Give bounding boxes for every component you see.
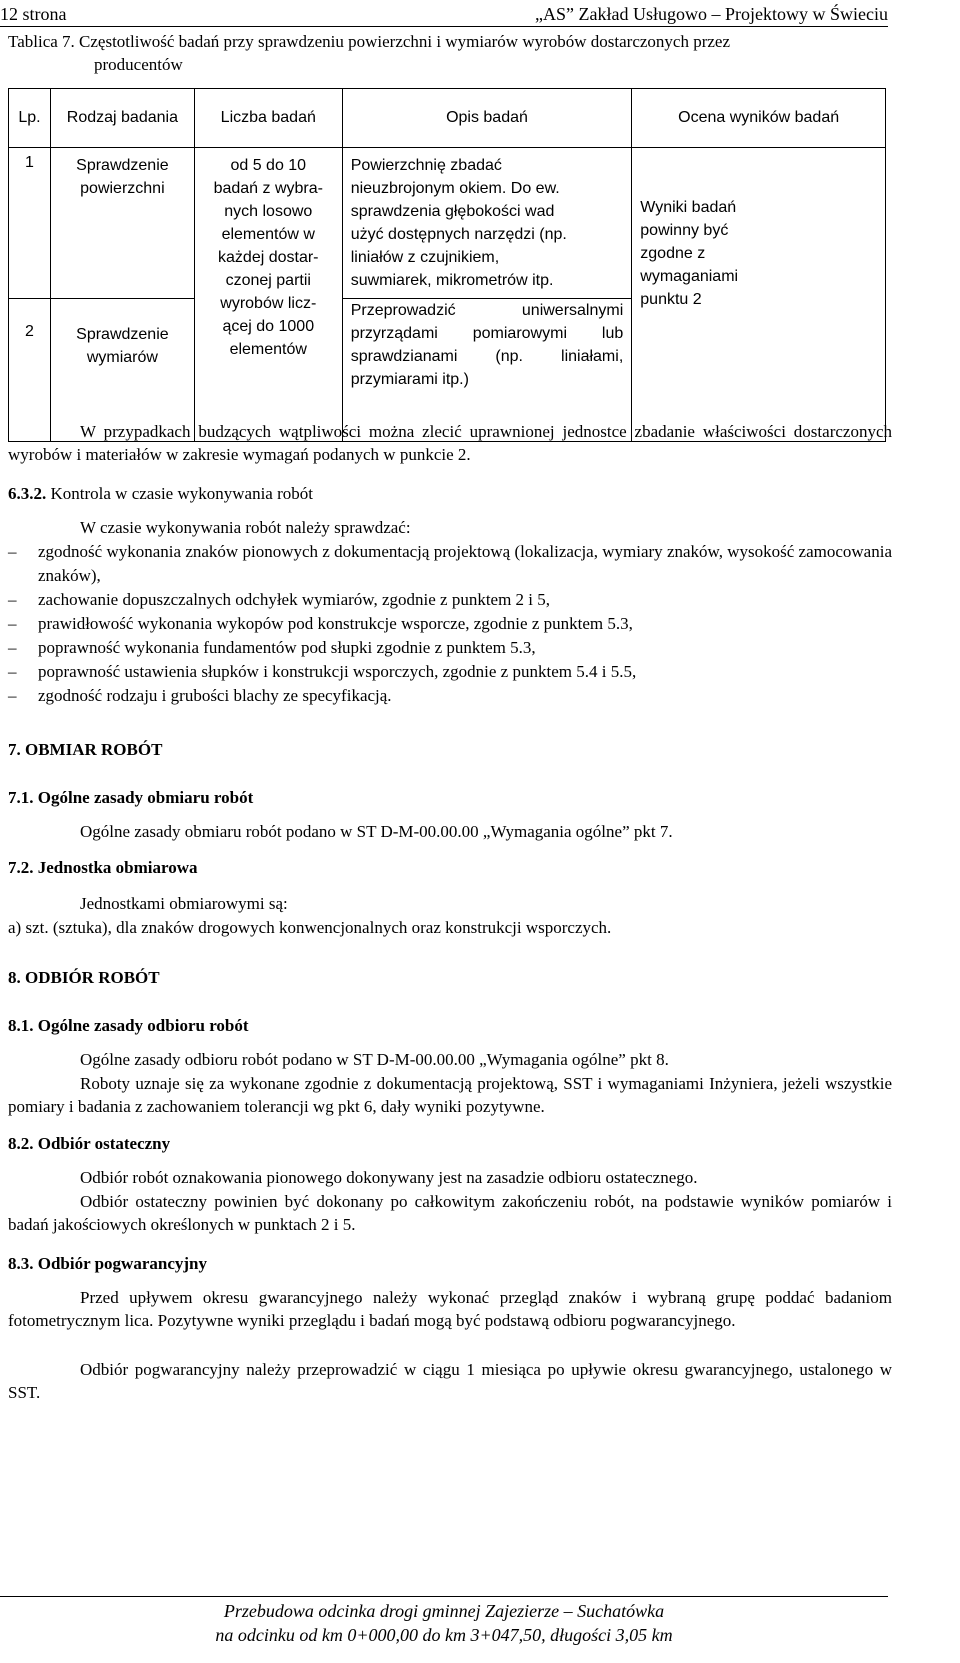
list-item xyxy=(8,636,892,660)
section-6-3-2-heading xyxy=(8,482,892,505)
th-opis: Opis badań xyxy=(342,89,632,148)
section-8-2-text2: Odbiór ostateczny powinien być dokonany po całkowitym zakończeniu robót, na podstawie wyników pomiarów i badań jakościowych określonych w punktach 2 i 5. xyxy=(8,1192,892,1234)
table-caption-line1: Tablica 7. Częstotliwość badań przy sprawdzeniu powierzchni i wymiarów wyrobów dostarczonych przez xyxy=(8,32,731,51)
paragraph-doubts: W przypadkach budzących wątpliwości można zlecić uprawnionej jednostce zbadanie właściwości dostarczonych wyrobów i materiałów w zakresie wymagań podanych w punkcie 2. xyxy=(8,422,892,464)
ocena-line: zgodne z xyxy=(640,245,706,262)
liczba-line: elementów w xyxy=(221,226,315,243)
ocena-line: wymaganiami xyxy=(640,268,739,285)
section-7-2-item-a: a) szt. (sztuka), dla znaków drogowych konwencjonalnych oraz konstrukcji wsporczych. xyxy=(8,918,612,937)
section-8-3-text: Przed upływem okresu gwarancyjnego należy wykonać przegląd znaków i wybraną grupę poddać badaniom fotometrycznym lica. Pozytywne wyniki przeglądu i badań mogą być podstawą odbioru pogwarancyjnego. xyxy=(8,1288,892,1330)
row1-lp: 1 xyxy=(9,148,51,299)
section-7-1-text: Ogólne zasady obmiaru robót podano w ST D-M-00.00.00 „Wymagania ogólne” pkt 7. xyxy=(80,822,673,841)
section-8-1-text2: Roboty uznaje się za wykonane zgodnie z dokumentacją projektową, SST i wymaganiami Inżyniera, jeżeli wszystkie pomiary i badania z zachowaniem tolerancji wg pkt 6, dały wyniki pozytywne. xyxy=(8,1074,892,1116)
table-row xyxy=(9,148,886,299)
dash-bullet: – xyxy=(8,638,17,657)
section-7-heading: 7. OBMIAR ROBÓT xyxy=(8,740,163,759)
ocena-line: Wyniki badań xyxy=(640,199,737,216)
section-8-2-text: Odbiór robót oznakowania pionowego dokonywany jest na zasadzie odbioru ostatecznego. xyxy=(80,1168,698,1187)
section-title: Kontrola w czasie wykonywania robót xyxy=(50,484,313,503)
section-8-3-heading: 8.3. Odbiór pogwarancyjny xyxy=(8,1254,207,1273)
list-item-text: zgodność rodzaju i grubości blachy ze specyfikacją. xyxy=(38,686,392,705)
row2-lp: 2 xyxy=(9,299,51,442)
ocena-line: punktu 2 xyxy=(640,291,702,308)
row1-rodzaj: Sprawdzenie powierzchni xyxy=(50,148,194,299)
list-item-text: zachowanie dopuszczalnych odchyłek wymiarów, zgodnie z punktem 2 i 5, xyxy=(38,590,551,609)
dash-bullet: – xyxy=(8,590,17,609)
section-number: 6.3.2. xyxy=(8,484,47,503)
liczba-line: czonej partii xyxy=(225,272,311,289)
table-caption-line2: producentów xyxy=(94,55,183,74)
opis-line: suwmiarek, mikrometrów itp. xyxy=(350,272,554,289)
dash-bullet: – xyxy=(8,614,17,633)
list-item xyxy=(8,660,892,684)
section-8-2-heading: 8.2. Odbiór ostateczny xyxy=(8,1134,171,1153)
liczba-line: badań z wybra- xyxy=(213,180,323,197)
footer-line2: na odcinku od km 0+000,00 do km 3+047,50, długości 3,05 km xyxy=(215,1625,673,1645)
list-item-text: prawidłowość wykonania wykopów pod konstrukcje wsporcze, zgodnie z punktem 5.3, xyxy=(38,614,633,633)
row2-rodzaj: Sprawdzenie wymiarów xyxy=(50,299,194,442)
liczba-line: wyrobów licz- xyxy=(220,295,317,312)
list-item-text: poprawność ustawienia słupków i konstrukcji wsporczych, zgodnie z punktem 5.4 i 5.5, xyxy=(38,662,637,681)
section-8-1-text: Ogólne zasady odbioru robót podano w ST D-M-00.00.00 „Wymagania ogólne” pkt 8. xyxy=(80,1050,669,1069)
list-item xyxy=(8,684,892,708)
list-item xyxy=(8,612,892,636)
section-8-1-heading: 8.1. Ogólne zasady odbioru robót xyxy=(8,1016,249,1035)
dash-bullet: – xyxy=(8,542,17,561)
checks-intro: W czasie wykonywania robót należy sprawdzać: xyxy=(80,518,411,537)
list-item-text: poprawność wykonania fundamentów pod słupki zgodnie z punktem 5.3, xyxy=(38,638,536,657)
footer-line1: Przebudowa odcinka drogi gminnej Zajezierze – Suchatówka xyxy=(223,1601,665,1621)
section-7-2-text: Jednostkami obmiarowymi są: xyxy=(80,894,288,913)
tests-table xyxy=(8,88,886,414)
liczba-line: od 5 do 10 xyxy=(230,157,307,174)
dash-bullet: – xyxy=(8,662,17,681)
th-rodzaj: Rodzaj badania xyxy=(50,89,194,148)
th-lp: Lp. xyxy=(9,89,51,148)
checks-list xyxy=(8,540,892,708)
dash-bullet: – xyxy=(8,686,17,705)
th-liczba: Liczba badań xyxy=(194,89,342,148)
company-name: „AS” Zakład Usługowo – Projektowy w Świeciu xyxy=(535,4,888,24)
table-caption xyxy=(8,30,868,76)
opis-line: użyć dostępnych narzędzi (np. xyxy=(350,226,567,243)
ocena-cell xyxy=(632,148,886,442)
section-7-2-heading: 7.2. Jednostka obmiarowa xyxy=(8,858,198,877)
ocena-line: powinny być xyxy=(640,222,729,239)
page-header xyxy=(0,2,888,27)
opis1-cell xyxy=(342,148,632,299)
opis-line: sprawdzenia głębokości wad xyxy=(350,203,555,220)
page-footer xyxy=(0,1596,888,1647)
liczba-line: każdej dostar- xyxy=(218,249,319,266)
table-header-row xyxy=(9,89,886,148)
page-number: 12 strona xyxy=(0,4,67,24)
list-item xyxy=(8,540,892,588)
opis-line: Powierzchnię zbadać xyxy=(350,157,502,174)
liczba-cell xyxy=(194,148,342,442)
liczba-line: nych losowo xyxy=(224,203,313,220)
opis2-cell: Przeprowadzić uniwersalnymi przyrządami pomiarowymi lub sprawdzianami (np. liniałami, przymiarami itp.) xyxy=(342,299,632,442)
th-ocena: Ocena wyników badań xyxy=(632,89,886,148)
section-8-3-text2: Odbiór pogwarancyjny należy przeprowadzić w ciągu 1 miesiąca po upływie okresu gwarancyjnego, ustalonego w SST. xyxy=(8,1360,892,1402)
liczba-line: elementów xyxy=(229,341,307,358)
section-8-heading: 8. ODBIÓR ROBÓT xyxy=(8,968,160,987)
opis-line: nieuzbrojonym okiem. Do ew. xyxy=(350,180,560,197)
opis-line: liniałów z czujnikiem, xyxy=(350,249,500,266)
section-7-1-heading: 7.1. Ogólne zasady obmiaru robót xyxy=(8,788,254,807)
list-item xyxy=(8,588,892,612)
list-item-text: zgodność wykonania znaków pionowych z dokumentacją projektową (lokalizacja, wymiary znaków, wysokość zamocowania znaków), xyxy=(38,542,892,585)
liczba-line: ącej do 1000 xyxy=(222,318,315,335)
